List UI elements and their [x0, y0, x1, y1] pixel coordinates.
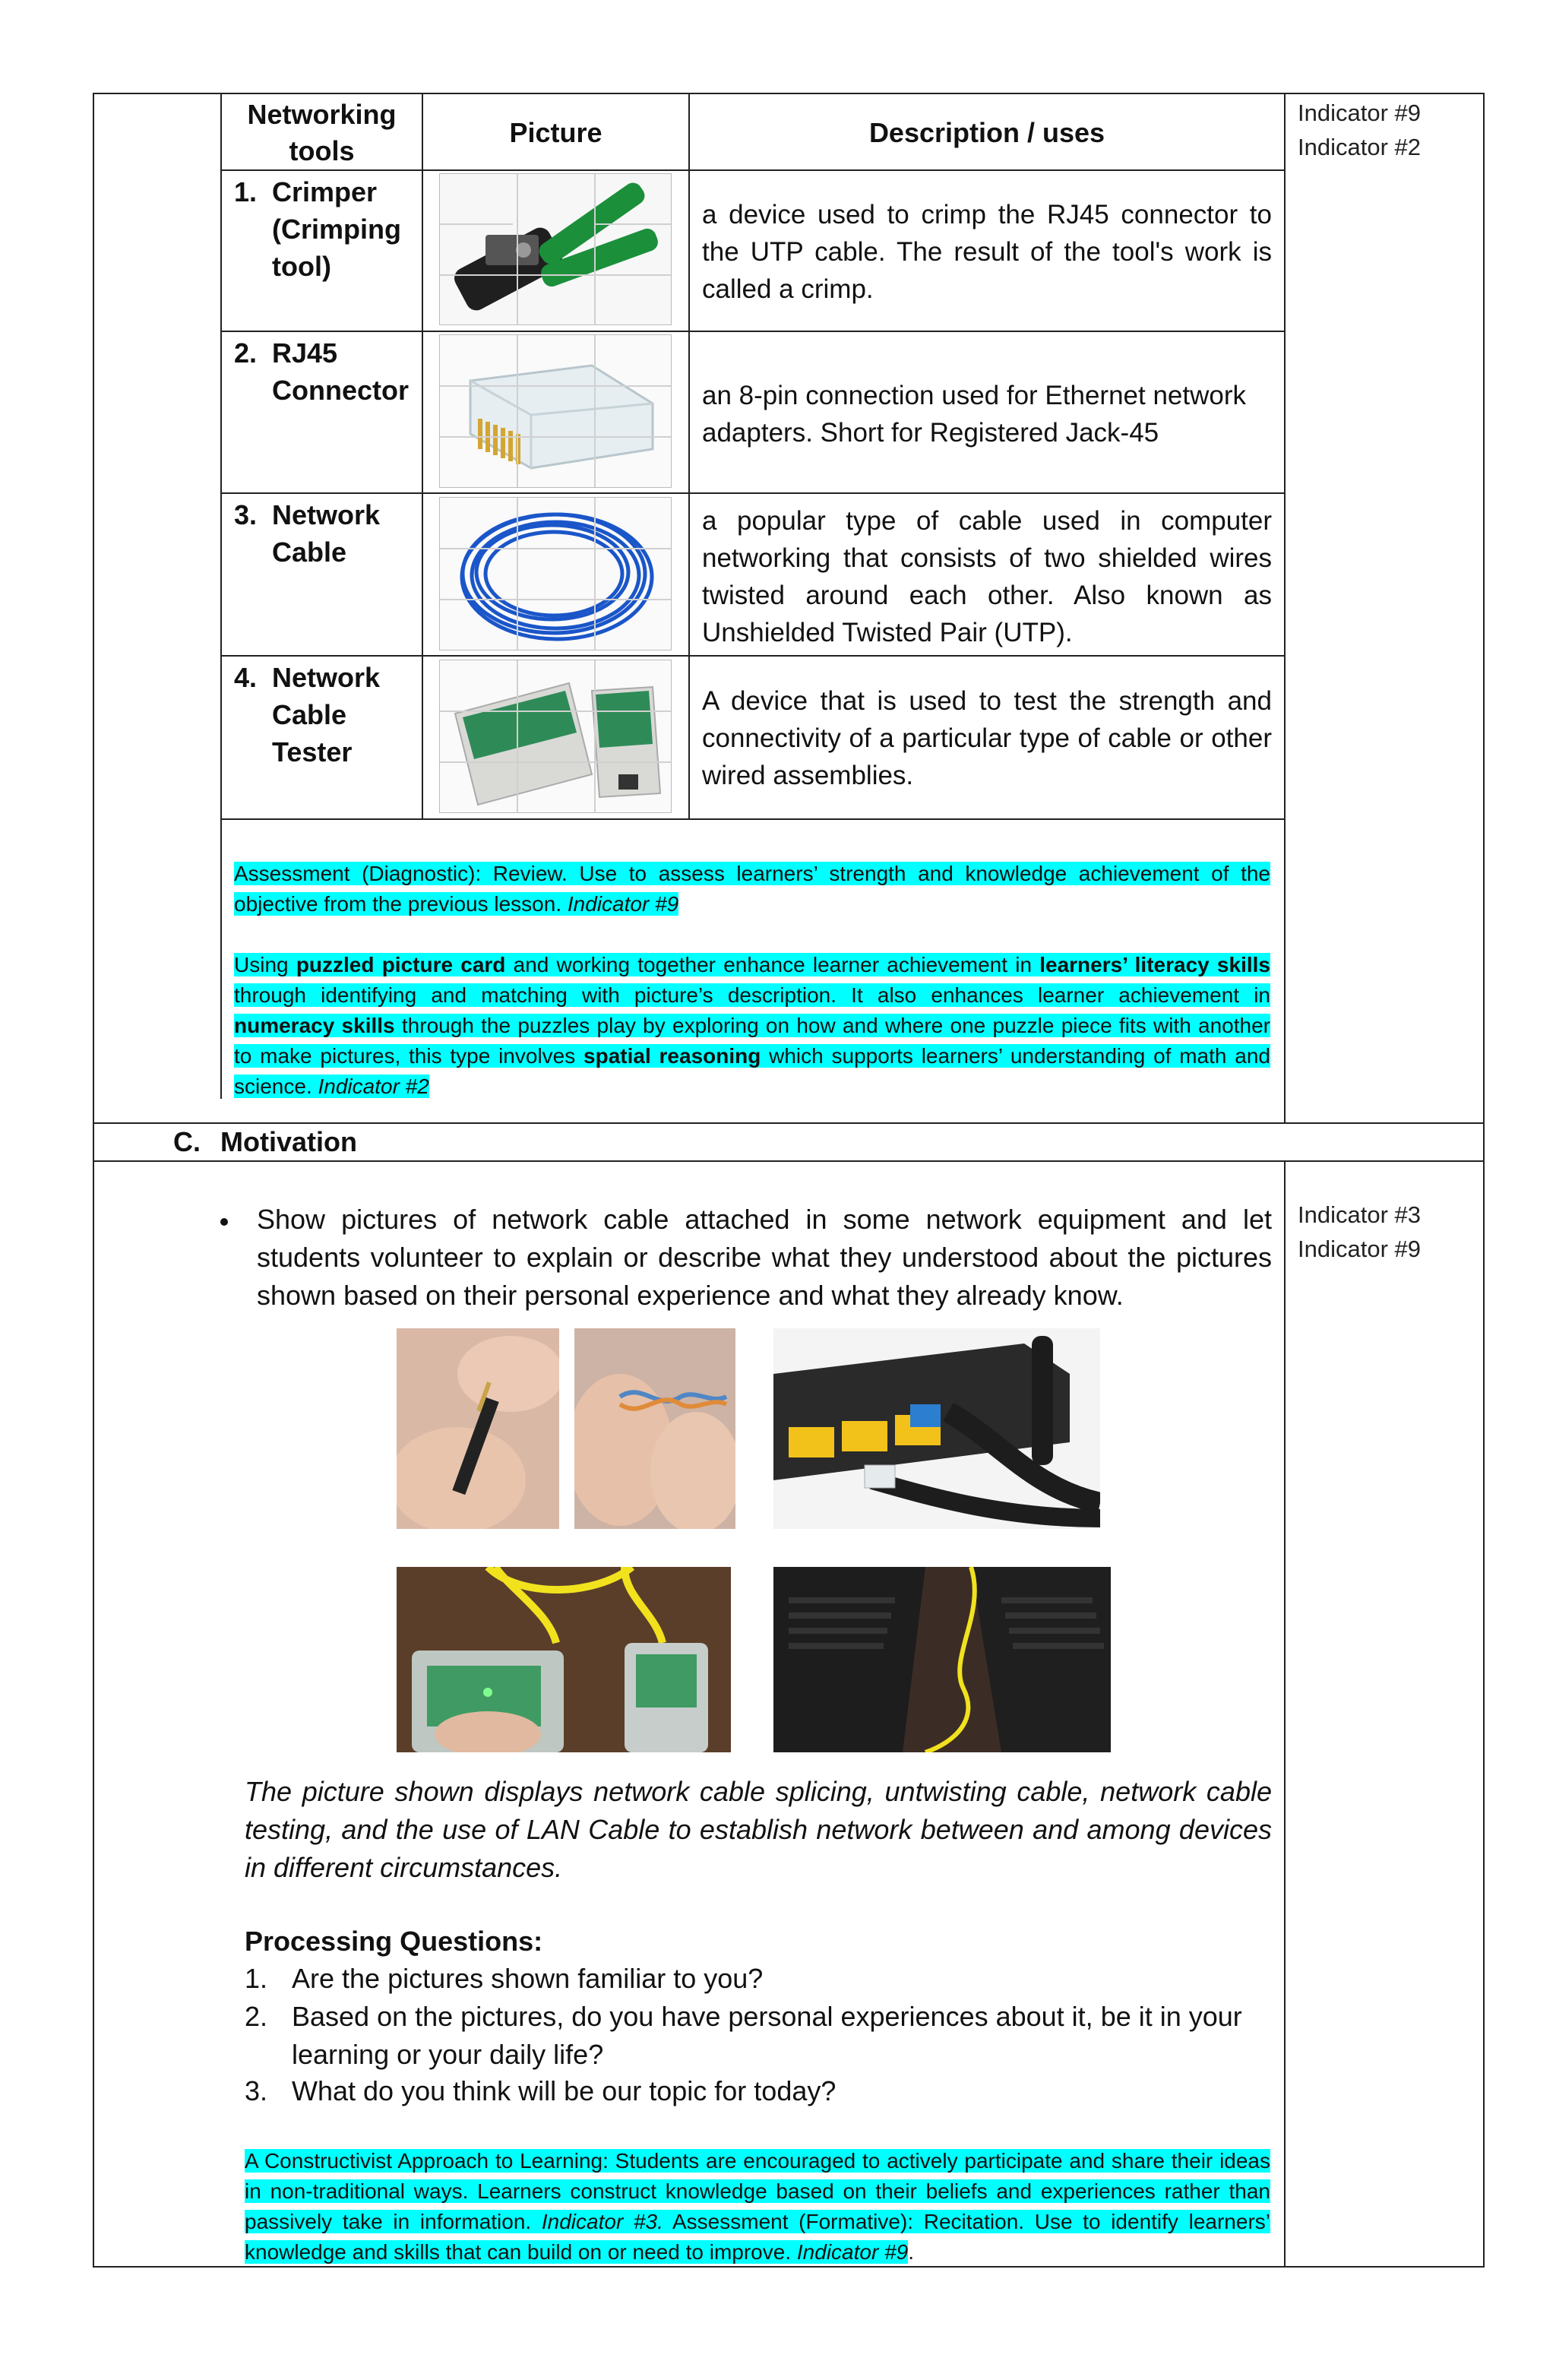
note-text: through identifying and matching with picture’s description. It also enhances learner achievement in: [234, 983, 1270, 1007]
rj45-connector-image: [439, 334, 672, 488]
tester-in-use-icon: [397, 1567, 731, 1752]
constructivist-note: [245, 2146, 1270, 2268]
question-text: What do you think will be our topic for today?: [292, 2075, 837, 2106]
indicator-bottom-2: Indicator #9: [1298, 1236, 1421, 1262]
tool-number: 1.: [234, 176, 258, 207]
twisted-pair-icon: [574, 1328, 735, 1529]
question-text: Are the pictures shown familiar to you?: [292, 1963, 764, 1994]
blue-cable-coil-image: [439, 497, 672, 650]
note-text: through the puzzles play by exploring on how and where one puzzle piece fits with another to make pictures, this type involves: [234, 1014, 1270, 1068]
assessment-indicator: Indicator #9: [567, 892, 679, 916]
rj45-icon: [440, 335, 672, 488]
note-text: A Constructivist Approach to Learning: Students are encouraged to actively participate and share their ideas in non-traditional ways. Learners construct knowledge based on their beliefs and experiences rather than passively take in information.: [245, 2149, 1270, 2233]
cable-testing-photo: [397, 1567, 731, 1752]
tool-description-cable-tester: A device that is used to test the strength and connectivity of a particular type of cable or other wired assemblies.: [702, 686, 1272, 790]
header-picture: Picture: [509, 116, 602, 148]
cable-tester-icon: [440, 660, 672, 813]
processing-questions-title: Processing Questions:: [245, 1926, 543, 1957]
note-text: and working together enhance learner achievement in: [505, 953, 1040, 976]
tool-number: 4.: [234, 662, 258, 693]
tools-table-row4-bottom: [220, 818, 1286, 820]
cable-coil-icon: [440, 498, 672, 650]
cable-splicing-photo: [397, 1328, 559, 1529]
tool-name-network-cable: [234, 496, 416, 571]
question-number: 2.: [245, 2001, 268, 2032]
puzzle-card-note: [234, 950, 1270, 1102]
puzzle-indicator: Indicator #2: [318, 1074, 429, 1098]
processing-question-1: [245, 1960, 1272, 1998]
indicator-top-1: Indicator #9: [1298, 100, 1421, 126]
processing-question-2: [245, 1998, 1272, 2074]
note-bold: puzzled picture card: [296, 953, 506, 976]
router-lan-cable-photo: [773, 1328, 1100, 1529]
photos-caption: The picture shown displays network cable splicing, untwisting cable, network cable testing, and the use of LAN Cable to establish network between and among devices in different circumstances.: [245, 1776, 1272, 1883]
indicator-bottom-1: Indicator #3: [1298, 1201, 1421, 1228]
indicator-column-divider-bottom: [1284, 1160, 1286, 2267]
question-text: Based on the pictures, do you have personal experiences about it, be it in your learning or your daily life?: [292, 2001, 1242, 2070]
assessment-diagnostic-note: [234, 859, 1270, 919]
section-c-bottom-line: [93, 1160, 1485, 1162]
crimper-image: [439, 173, 672, 325]
tool-number: 3.: [234, 499, 258, 530]
section-c-top-line: [93, 1122, 1485, 1124]
tools-table-row2-bottom: [220, 492, 1286, 494]
motivation-bullet-text: Show pictures of network cable attached in some network equipment and let students volunteer to explain or describe what they understood about the pictures shown based on their personal experience and what they already know.: [257, 1204, 1272, 1311]
tools-table-left: [220, 94, 222, 1099]
laptops-lan-cable-photo: [773, 1567, 1111, 1752]
cable-tester-image: [439, 660, 672, 813]
tools-table-row3-bottom: [220, 655, 1286, 657]
tools-table-row1-bottom: [220, 331, 1286, 332]
tools-table-col2: [688, 94, 690, 819]
indicator-top-2: Indicator #2: [1298, 134, 1421, 160]
tool-description-network-cable: a popular type of cable used in computer networking that consists of two shielded wires twisted around each other. Also known as Unshielded Twisted Pair (UTP).: [702, 506, 1272, 647]
crimper-icon: [440, 174, 672, 325]
frame-right: [1483, 93, 1485, 2268]
assessment-text: Assessment (Diagnostic): Review. Use to assess learners’ strength and knowledge achievement of the objective from the previous lesson.: [234, 862, 1270, 916]
note-bold: learners’ literacy skills: [1039, 953, 1270, 976]
section-title: Motivation: [220, 1126, 357, 1157]
header-description: Description / uses: [868, 116, 1105, 148]
note-bold: numeracy skills: [234, 1014, 395, 1037]
tool-number: 2.: [234, 337, 258, 369]
note-bold: spatial reasoning: [584, 1044, 761, 1068]
tool-name-crimper: [234, 173, 416, 285]
tool-label: Crimper (Crimping tool): [272, 176, 401, 282]
tool-label: Network Cable: [272, 499, 381, 568]
note-end: .: [908, 2240, 914, 2264]
indicator-9-ref: Indicator #9: [796, 2240, 909, 2264]
note-text: Using: [234, 953, 296, 976]
untwisting-cable-photo: [574, 1328, 735, 1529]
note-text: Assessment (Formative): Recitation. Use to identify learners’ knowledge and skills that can build on or need to improve.: [245, 2210, 1270, 2264]
indicator-column-divider-top: [1284, 93, 1286, 1123]
tool-description-crimper: a device used to crimp the RJ45 connector to the UTP cable. The result of the tool's work is called a crimp.: [702, 200, 1272, 304]
tool-description-rj45: an 8-pin connection used for Ethernet network adapters. Short for Registered Jack-45: [702, 381, 1246, 448]
bullet-dot: [220, 1218, 228, 1226]
question-number: 3.: [245, 2075, 268, 2106]
section-letter: C.: [173, 1126, 201, 1157]
note-text: which supports learners’ understanding of math and science.: [234, 1044, 1270, 1098]
processing-question-3: [245, 2072, 1272, 2110]
tools-table-header-bottom: [220, 169, 1286, 171]
frame-left: [93, 93, 94, 2268]
frame-top: [93, 93, 1485, 94]
tool-label: Network Cable Tester: [272, 662, 381, 767]
tool-name-rj45: [234, 334, 416, 409]
laptops-icon: [773, 1567, 1111, 1752]
router-icon: [773, 1328, 1100, 1529]
header-networking-tools: Networking tools: [247, 98, 397, 166]
question-number: 1.: [245, 1963, 268, 1994]
tool-label: RJ45 Connector: [272, 337, 409, 406]
indicator-3-ref: Indicator #3.: [541, 2210, 663, 2233]
tool-name-cable-tester: [234, 659, 416, 771]
tools-table-col1: [422, 94, 423, 819]
section-c-heading: [173, 1126, 357, 1158]
hands-cable-icon: [397, 1328, 559, 1529]
